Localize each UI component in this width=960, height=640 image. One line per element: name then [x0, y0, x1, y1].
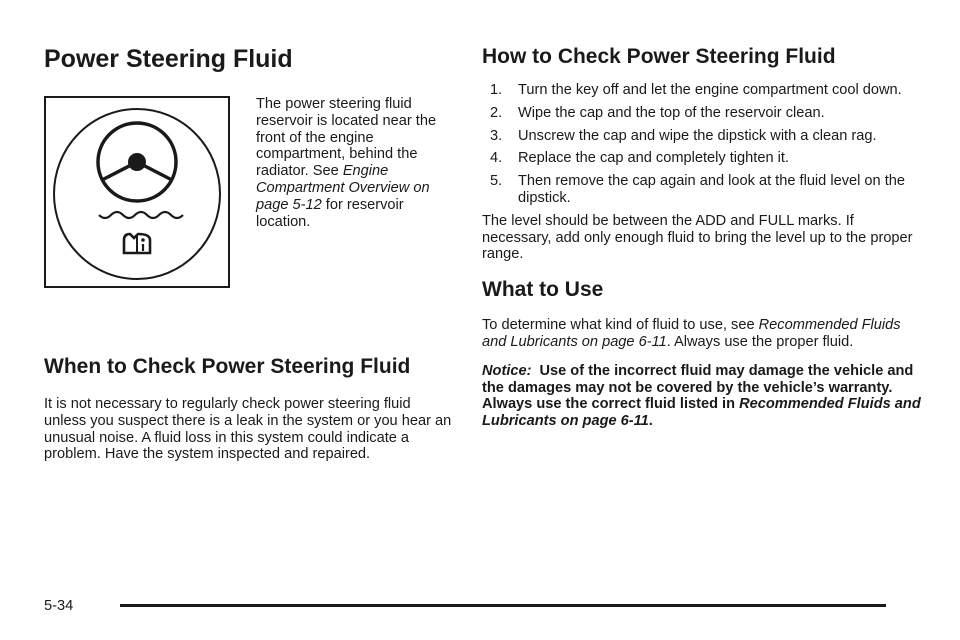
step-number: 2.	[490, 104, 503, 121]
step-text: Turn the key off and let the engine compartment cool down.	[518, 82, 902, 98]
list-item	[482, 128, 922, 145]
notice-text-end: .	[648, 413, 653, 430]
intro-text-end: for reservoir location.	[256, 196, 404, 230]
what-to-use-text: To determine what kind of fluid to use, see	[482, 317, 759, 334]
page-title: Power Steering Fluid	[44, 45, 293, 73]
recommended-fluids-reference: Recommended Fluids and Lubricants on page 6-11	[482, 317, 901, 350]
how-to-check-heading: How to Check Power Steering Fluid	[482, 45, 836, 68]
list-item	[482, 82, 922, 99]
steps-list	[482, 82, 922, 207]
fluid-level-paragraph: The level should be between the ADD and FULL marks. If necessary, add only enough fluid to bring the level up to the proper range.	[482, 212, 913, 263]
engine-compartment-reference: Engine Compartment Overview on page 5-12	[256, 163, 430, 213]
list-item	[482, 173, 922, 207]
list-item	[482, 105, 922, 122]
what-to-use-paragraph	[482, 317, 922, 351]
what-to-use-heading: What to Use	[482, 278, 604, 302]
intro-section	[44, 96, 456, 296]
when-to-check-paragraph: It is not necessary to regularly check power steering fluid unless you suspect there is a leak in the system or you hear an unusual noise. A fluid loss in this system could indicate a problem. Have the system inspected and repaired.	[44, 396, 452, 463]
step-number: 3.	[490, 127, 503, 144]
step-number: 4.	[490, 150, 503, 167]
step-text: Then remove the cap again and look at the fluid level on the dipstick.	[518, 173, 905, 206]
step-number: 5.	[490, 173, 503, 190]
notice-paragraph	[482, 363, 922, 430]
notice-label: Notice:	[482, 362, 532, 379]
symbol-graphic	[46, 98, 228, 286]
left-column	[44, 44, 456, 463]
when-to-check-heading: When to Check Power Steering Fluid	[44, 355, 411, 378]
what-to-use-text-end: . Always use the proper fluid.	[666, 333, 854, 350]
power-steering-fluid-symbol-icon	[44, 96, 230, 288]
notice-fluids-reference: Recommended Fluids and Lubricants on page 6-11	[482, 396, 921, 430]
step-text: Replace the cap and completely tighten it.	[518, 150, 789, 167]
intro-text: The power steering fluid reservoir is located near the front of the engine compartment, behind the radiator. See	[256, 96, 437, 180]
page-number: 5-34	[44, 598, 74, 614]
list-item	[482, 150, 922, 167]
step-text: Unscrew the cap and wipe the dipstick with a clean rag.	[518, 127, 877, 144]
footer-rule	[120, 604, 886, 607]
right-column	[482, 44, 922, 430]
step-number: 1.	[490, 82, 503, 98]
step-text: Wipe the cap and the top of the reservoir clean.	[518, 104, 825, 121]
intro-paragraph	[256, 96, 456, 230]
notice-text: Use of the incorrect fluid may damage the vehicle and the damages may not be covered by the vehicle’s warranty. Always use the correct fluid listed in	[482, 362, 914, 413]
